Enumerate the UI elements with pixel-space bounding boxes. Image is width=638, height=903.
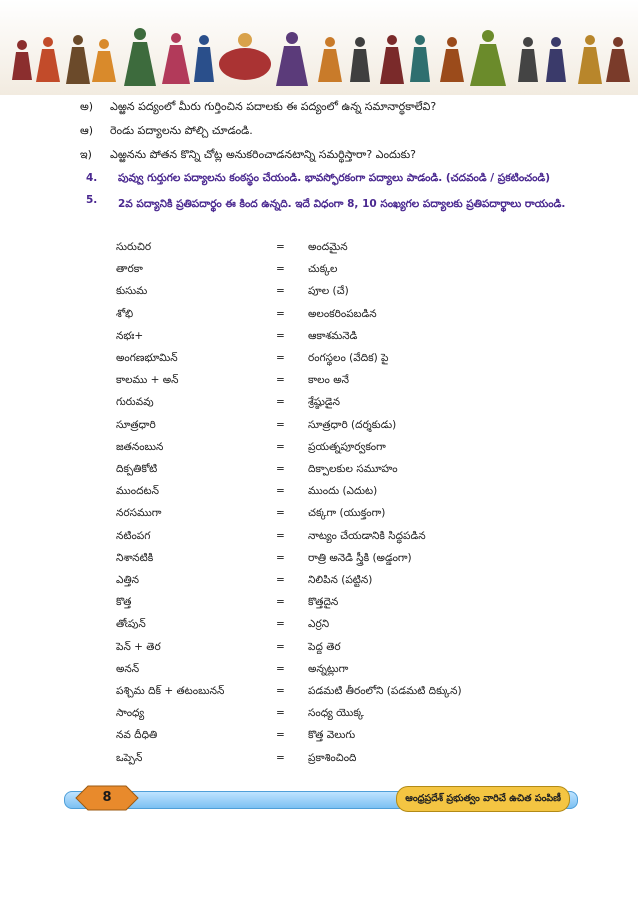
equals-sign: = [276,618,285,631]
glossary-meaning: కొత్తదైన [308,596,339,609]
question-text: ఎఱ్ఱనను పోతన కొన్ని చోట్ల అనుకరించాడనటాన్ని సమర్థిస్తారా? ఎందుకు? [110,148,417,161]
glossary-word: శోభి [116,307,134,320]
equals-sign: = [276,729,285,742]
glossary-meaning: అన్నట్లుగా [308,662,349,675]
glossary-word: గురువవు [116,396,154,409]
glossary-row [116,419,536,441]
glossary-row [116,374,536,396]
glossary-row [116,707,536,729]
glossary-row [116,285,536,307]
equals-sign: = [276,574,285,586]
page-footer [64,788,576,810]
equals-sign: = [276,396,285,409]
glossary-word: ఎత్తిన [116,574,140,586]
glossary-meaning: నాట్యం చేయడానికి సిద్ధపడిన [308,529,426,542]
glossary-word: సూత్రధారి [116,418,156,431]
glossary-word: అనన్ [116,662,140,675]
glossary-row [116,618,536,640]
glossary-row [116,241,536,263]
glossary-row [116,729,536,751]
glossary-row [116,574,536,596]
question-item [80,148,416,164]
glossary-row [116,441,536,463]
exercise-text: పువ్వు గుర్తుగల పద్యాలను కంఠస్థం చేయండి. భావస్ఫోరకంగా పద్యాలు పాడండి. (చదవండి / ప్రకటించండి) [118,172,551,184]
glossary-meaning: ప్రకాశించింది [308,751,357,764]
question-label: అ) [80,100,94,113]
glossary-meaning: రంగస్థలం (వేదిక) పై [308,352,389,364]
glossary-word: అంగణభూమిన్ [116,352,178,364]
equals-sign: = [276,751,285,764]
equals-sign: = [276,374,285,387]
question-text: ఎఱ్ఱన పద్యంలో మీరు గుర్తించిన పదాలకు ఈ పద్యంలో ఉన్న సమానార్థకాలేవి? [110,100,437,113]
glossary-meaning: ముందు (ఎదుట) [308,485,378,498]
glossary-word: నభః+ [116,329,144,342]
glossary-word: తోఁపున్ [116,618,146,631]
exercise-number: 4. [86,172,98,184]
equals-sign: = [276,707,285,720]
question-item [80,100,436,116]
equals-sign: = [276,662,285,675]
glossary-meaning: సూత్రధారి (దర్శకుడు) [308,418,397,431]
glossary-meaning: ఎర్రని [308,618,330,631]
glossary-word: పెన్ + తెర [116,640,161,653]
glossary-meaning: చక్కగా (యుక్తంగా) [308,507,386,520]
dancers-banner-image [0,0,638,95]
exercise-number: 5. [86,194,98,206]
glossary-meaning: నిలిపిన (పట్టిన) [308,574,373,586]
glossary-row [116,663,536,685]
equals-sign: = [276,440,285,453]
glossary-meaning: సంధ్య యొక్క [308,707,364,720]
glossary-meaning: దిక్పాలకుల సమూహం [308,463,398,475]
glossary-meaning: పడమటి తీరంలోని (పడమటి దిక్కున) [308,685,462,697]
distribution-note: ఆంధ్రప్రదేశ్ ప్రభుత్వం వారిచే ఉచిత పంపిణీ [396,786,570,812]
equals-sign: = [276,596,285,609]
glossary-row [116,396,536,418]
glossary-meaning: పెద్ద తెర [308,640,341,653]
glossary-word: జతనంబున [116,440,164,453]
glossary-row [116,507,536,529]
glossary-meaning: కొత్త వెలుగు [308,729,356,742]
glossary-word: దిక్పతికోటి [116,463,158,475]
glossary-row [116,552,536,574]
glossary-word: తారకా [116,263,143,276]
glossary-word: కుసుమ [116,285,148,298]
glossary-word: నిశానటికి [116,551,154,564]
equals-sign: = [276,507,285,520]
question-item [80,124,253,140]
glossary-row [116,485,536,507]
equals-sign: = [276,463,285,475]
glossary-meaning: అందమైన [308,241,348,253]
exercise-text: 2వ పద్యానికి ప్రతిపదార్థం ఈ కింద ఉన్నది. ఇదే విధంగా 8, 10 సంఖ్యగల పద్యాలకు ప్రతిపదార్థాలు రాయండి. [118,198,566,210]
equals-sign: = [276,285,285,298]
glossary-meaning: ఆకాశమనెడి [308,329,358,342]
glossary-meaning: కాలం అనే [308,374,349,387]
glossary-meaning: ప్రయత్నపూర్వకంగా [308,440,386,453]
equals-sign: = [276,329,285,342]
glossary-meaning: చుక్కల [308,263,338,276]
glossary-meaning: రాత్రి అనెడి స్త్రీకి (అడ్డంగా) [308,551,412,564]
glossary-row [116,263,536,285]
glossary-word: సురుచిర [116,241,152,253]
question-label: ఇ) [80,148,92,161]
page-number-marker [72,782,142,814]
glossary-row [116,330,536,352]
glossary-word: పశ్చిమ దిక్ + తటంబునన్ [116,685,225,697]
glossary-word: నవ దీధితి [116,729,158,742]
glossary-word: సాంధ్య [116,707,145,720]
equals-sign: = [276,529,285,542]
glossary-word: నటింపగ [116,529,151,542]
equals-sign: = [276,307,285,320]
question-label: ఆ) [80,124,94,137]
glossary-meaning: అలంకరింపబడిన [308,307,377,320]
glossary-word: ముందటన్ [116,485,159,498]
glossary-meaning: పూల (చే) [308,285,349,298]
equals-sign: = [276,485,285,498]
equals-sign: = [276,241,285,253]
glossary-row [116,530,536,552]
glossary-word: నరసముగా [116,507,162,520]
glossary-row [116,463,536,485]
page-number: 8 [102,790,112,805]
equals-sign: = [276,418,285,431]
equals-sign: = [276,352,285,364]
glossary-row [116,352,536,374]
glossary-row [116,596,536,618]
glossary-row [116,308,536,330]
glossary-row [116,685,536,707]
equals-sign: = [276,551,285,564]
header-banner [0,0,638,95]
glossary-row [116,752,536,774]
equals-sign: = [276,263,285,276]
equals-sign: = [276,640,285,653]
glossary-word: కొత్త [116,596,132,609]
glossary-row [116,641,536,663]
question-text: రెండు పద్యాలను పోల్చి చూడండి. [110,124,253,137]
glossary-word: ఒప్పెన్ [116,751,143,764]
glossary-word: కాలము + అన్ [116,374,179,387]
glossary-meaning: శ్రేష్ఠుడైన [308,396,341,409]
equals-sign: = [276,685,285,697]
